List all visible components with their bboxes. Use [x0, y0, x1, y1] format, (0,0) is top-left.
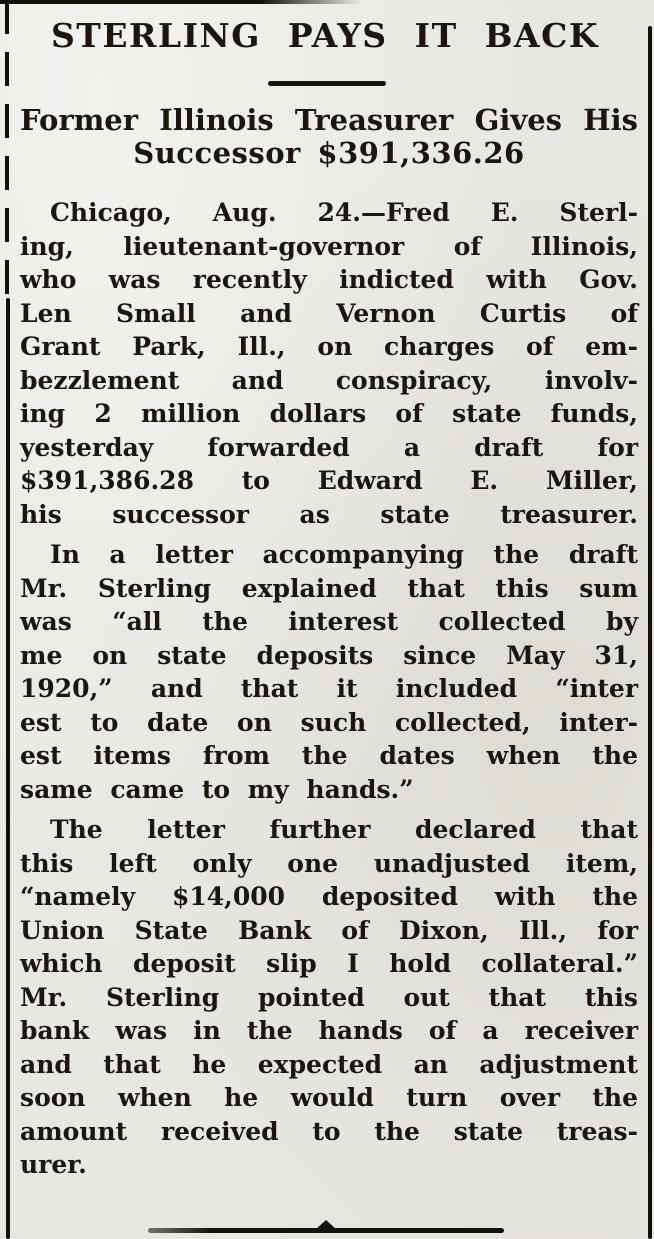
- paragraph: [20, 196, 638, 531]
- text-line: and that he expected an adjustment: [20, 1049, 638, 1079]
- text-line: Len Small and Vernon Curtis of: [20, 298, 638, 328]
- column-rule-left: [6, 298, 10, 1239]
- end-of-article-divider: [148, 1228, 504, 1233]
- text-line: “namely $14,000 deposited with the: [20, 882, 638, 911]
- text-line: me on state deposits since May 31,: [20, 640, 638, 670]
- text-line: soon when he would turn over the: [20, 1083, 638, 1112]
- headline-divider: [268, 81, 386, 86]
- text-line: ing 2 million dollars of state funds,: [20, 399, 638, 428]
- text-line: this left only one unadjusted item,: [20, 848, 638, 878]
- text-line: 1920,” and that it included “inter: [20, 674, 638, 703]
- text-line: which deposit slip I hold collateral.”: [20, 949, 638, 978]
- text-line: yesterday forwarded a draft for: [20, 432, 638, 462]
- text-line: $391,386.28 to Edward E. Miller,: [20, 466, 638, 495]
- text-line: amount received to the state treas-: [20, 1116, 638, 1146]
- paragraph: [20, 538, 638, 806]
- text-line: Mr. Sterling explained that this sum: [20, 573, 638, 603]
- text-line: bank was in the hands of a receiver: [20, 1016, 638, 1045]
- text-line: who was recently indicted with Gov.: [20, 265, 638, 294]
- text-line: bezzlement and conspiracy, involv-: [20, 365, 638, 395]
- column-rule-right: [648, 26, 652, 1239]
- text-line: In a letter accompanying the draft: [50, 540, 638, 569]
- text-line: Grant Park, Ill., on charges of em-: [20, 332, 638, 361]
- column-rule-left-dashed: [5, 0, 9, 300]
- paragraph: [20, 813, 638, 1182]
- subheadline-line-2: Successor $391,336.26: [133, 136, 525, 170]
- text-line: The letter further declared that: [50, 815, 638, 844]
- text-line: est to date on such collected, inter-: [20, 707, 638, 737]
- text-line: his successor as state treasurer.: [20, 499, 638, 529]
- headline: STERLING PAYS IT BACK: [50, 16, 600, 55]
- top-rule: [0, 0, 362, 4]
- text-line: Union State Bank of Dixon, Ill., for: [20, 915, 638, 945]
- subheadline: [20, 104, 638, 170]
- text-line: urer.: [20, 1150, 87, 1179]
- text-line: Chicago, Aug. 24.—Fred E. Sterl-: [50, 198, 638, 227]
- subheadline-line-1: Former Illinois Treasurer Gives His: [20, 103, 638, 137]
- text-line: Mr. Sterling pointed out that this: [20, 982, 638, 1012]
- article-body: [20, 196, 638, 1182]
- text-line: same came to my hands.”: [20, 774, 414, 804]
- text-line: was “all the interest collected by: [20, 607, 638, 636]
- text-line: est items from the dates when the: [20, 741, 638, 770]
- divider-arrow-icon: [316, 1220, 336, 1229]
- text-line: ing, lieutenant-governor of Illinois,: [20, 231, 638, 261]
